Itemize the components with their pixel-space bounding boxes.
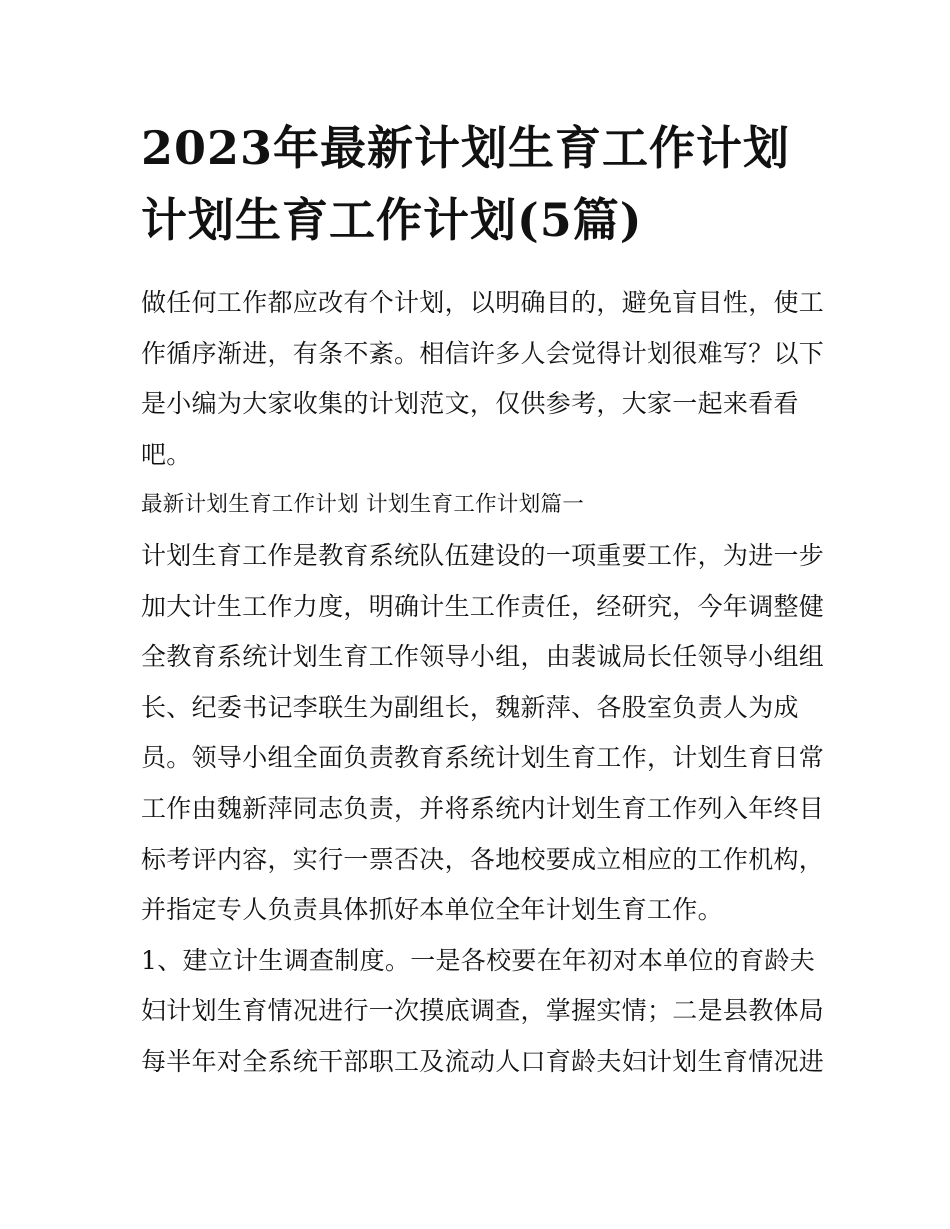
section-heading: 最新计划生育工作计划 计划生育工作计划篇一 [141,492,585,518]
text-line: 加大计生工作力度，明确计生工作责任，经研究，今年调整健 [141,591,825,621]
text-line: 全教育系统计划生育工作领导小组，由裴诚局长任领导小组组 [141,642,825,672]
text-line: 长、纪委书记李联生为副组长，魏新萍、各股室负责人为成 [141,692,799,722]
text-line: 妇计划生育情况进行一次摸底调查，掌握实情；二是县教体局 [141,996,825,1026]
text-line: 作循序渐进，有条不紊。相信许多人会觉得计划很难写？以下 [141,338,825,368]
document-body [141,278,825,1088]
text-line: 标考评内容，实行一票否决，各地校要成立相应的工作机构， [141,844,825,874]
intro-paragraph [141,278,825,480]
body-paragraph [141,531,825,936]
text-line: 员。领导小组全面负责教育系统计划生育工作，计划生育日常 [141,743,825,773]
text-line: 吧。 [141,439,192,469]
title-line: 2023年最新计划生育工作计划 [141,121,791,175]
text-line: 计划生育工作是教育系统队伍建设的一项重要工作，为进一步 [141,540,825,570]
text-line: 是小编为大家收集的计划范文，仅供参考，大家一起来看看 [141,389,799,419]
text-line: 并指定专人负责具体抓好本单位全年计划生育工作。 [141,895,723,925]
document-title [141,112,813,256]
text-line: 做任何工作都应改有个计划，以明确目的，避免盲目性，使工 [141,288,825,317]
text-line: 1、建立计生调查制度。一是各校要在年初对本单位的育龄夫 [141,945,816,975]
text-line: 工作由魏新萍同志负责，并将系统内计划生育工作列入年终目 [141,793,825,823]
document-page [141,0,825,1229]
title-line: 计划生育工作计划(5篇) [141,193,643,247]
body-paragraph [141,936,825,1088]
text-line: 每半年对全系统干部职工及流动人口育龄夫妇计划生育情况进 [141,1046,825,1076]
